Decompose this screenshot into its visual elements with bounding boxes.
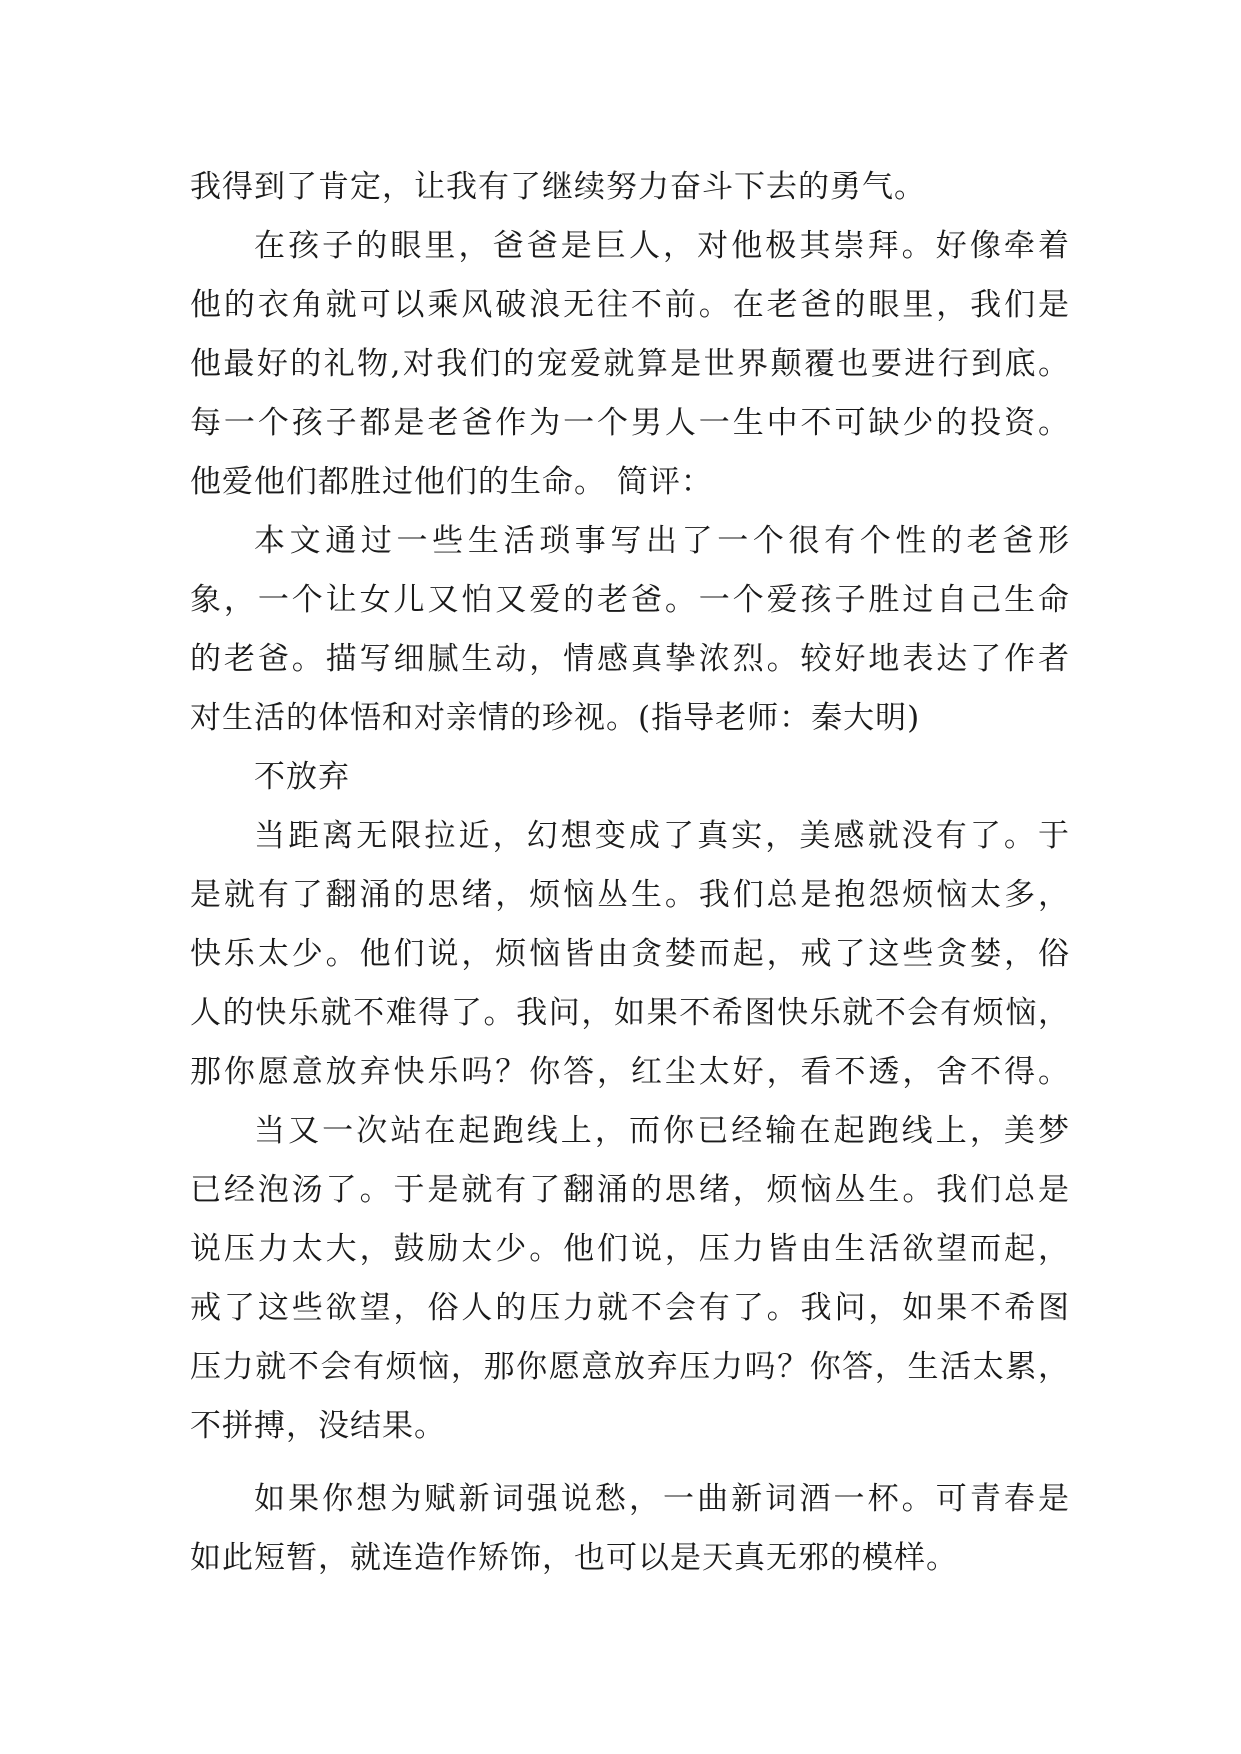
text-line: 他爱他们都胜过他们的生命。 简评：: [190, 464, 713, 500]
text-line: 是就有了翻涌的思绪，烦恼丛生。我们总是抱怨烦恼太多，: [190, 877, 1070, 913]
text-line: 快乐太少。他们说，烦恼皆由贪婪而起，戒了这些贪婪，俗: [190, 936, 1070, 972]
paragraph-gap: [190, 1456, 1070, 1470]
text-line: 如果你想为赋新词强说愁，一曲新词酒一杯。可青春是: [254, 1481, 1070, 1517]
text-line: 对生活的体悟和对亲情的珍视。(指导老师：秦大明): [190, 700, 921, 736]
text-line: 他的衣角就可以乘风破浪无往不前。在老爸的眼里，我们是: [190, 287, 1070, 323]
section-title: 不放弃: [254, 759, 350, 795]
text-line: 在孩子的眼里，爸爸是巨人，对他极其崇拜。好像牵着: [254, 228, 1070, 264]
text-line: 当距离无限拉近，幻想变成了真实，美感就没有了。于: [254, 818, 1070, 854]
text-line: 如此短暂，就连造作矫饰，也可以是天真无邪的模样。: [190, 1540, 958, 1576]
text-line: 本文通过一些生活琐事写出了一个很有个性的老爸形: [254, 523, 1070, 559]
text-line: 象，一个让女儿又怕又爱的老爸。一个爱孩子胜过自己生命: [190, 582, 1070, 618]
text-line: 他最好的礼物,对我们的宠爱就算是世界颠覆也要进行到底。: [190, 346, 1070, 382]
text-line: 戒了这些欲望，俗人的压力就不会有了。我问，如果不希图: [190, 1290, 1070, 1326]
document-body: [190, 158, 1070, 1588]
text-line: 的老爸。描写细腻生动，情感真挚浓烈。较好地表达了作者: [190, 641, 1070, 677]
text-line: 已经泡汤了。于是就有了翻涌的思绪，烦恼丛生。我们总是: [190, 1172, 1070, 1208]
text-line: 压力就不会有烦恼，那你愿意放弃压力吗？你答，生活太累，: [190, 1349, 1070, 1385]
text-line: 我得到了肯定，让我有了继续努力奋斗下去的勇气。: [190, 169, 926, 205]
text-line: 当又一次站在起跑线上，而你已经输在起跑线上，美梦: [254, 1113, 1070, 1149]
text-line: 不拼搏，没结果。: [190, 1408, 446, 1444]
text-line: 说压力太大，鼓励太少。他们说，压力皆由生活欲望而起，: [190, 1231, 1070, 1267]
text-line: 人的快乐就不难得了。我问，如果不希图快乐就不会有烦恼，: [190, 995, 1070, 1031]
text-line: 那你愿意放弃快乐吗？你答，红尘太好，看不透，舍不得。: [190, 1054, 1070, 1090]
text-line: 每一个孩子都是老爸作为一个男人一生中不可缺少的投资。: [190, 405, 1070, 441]
